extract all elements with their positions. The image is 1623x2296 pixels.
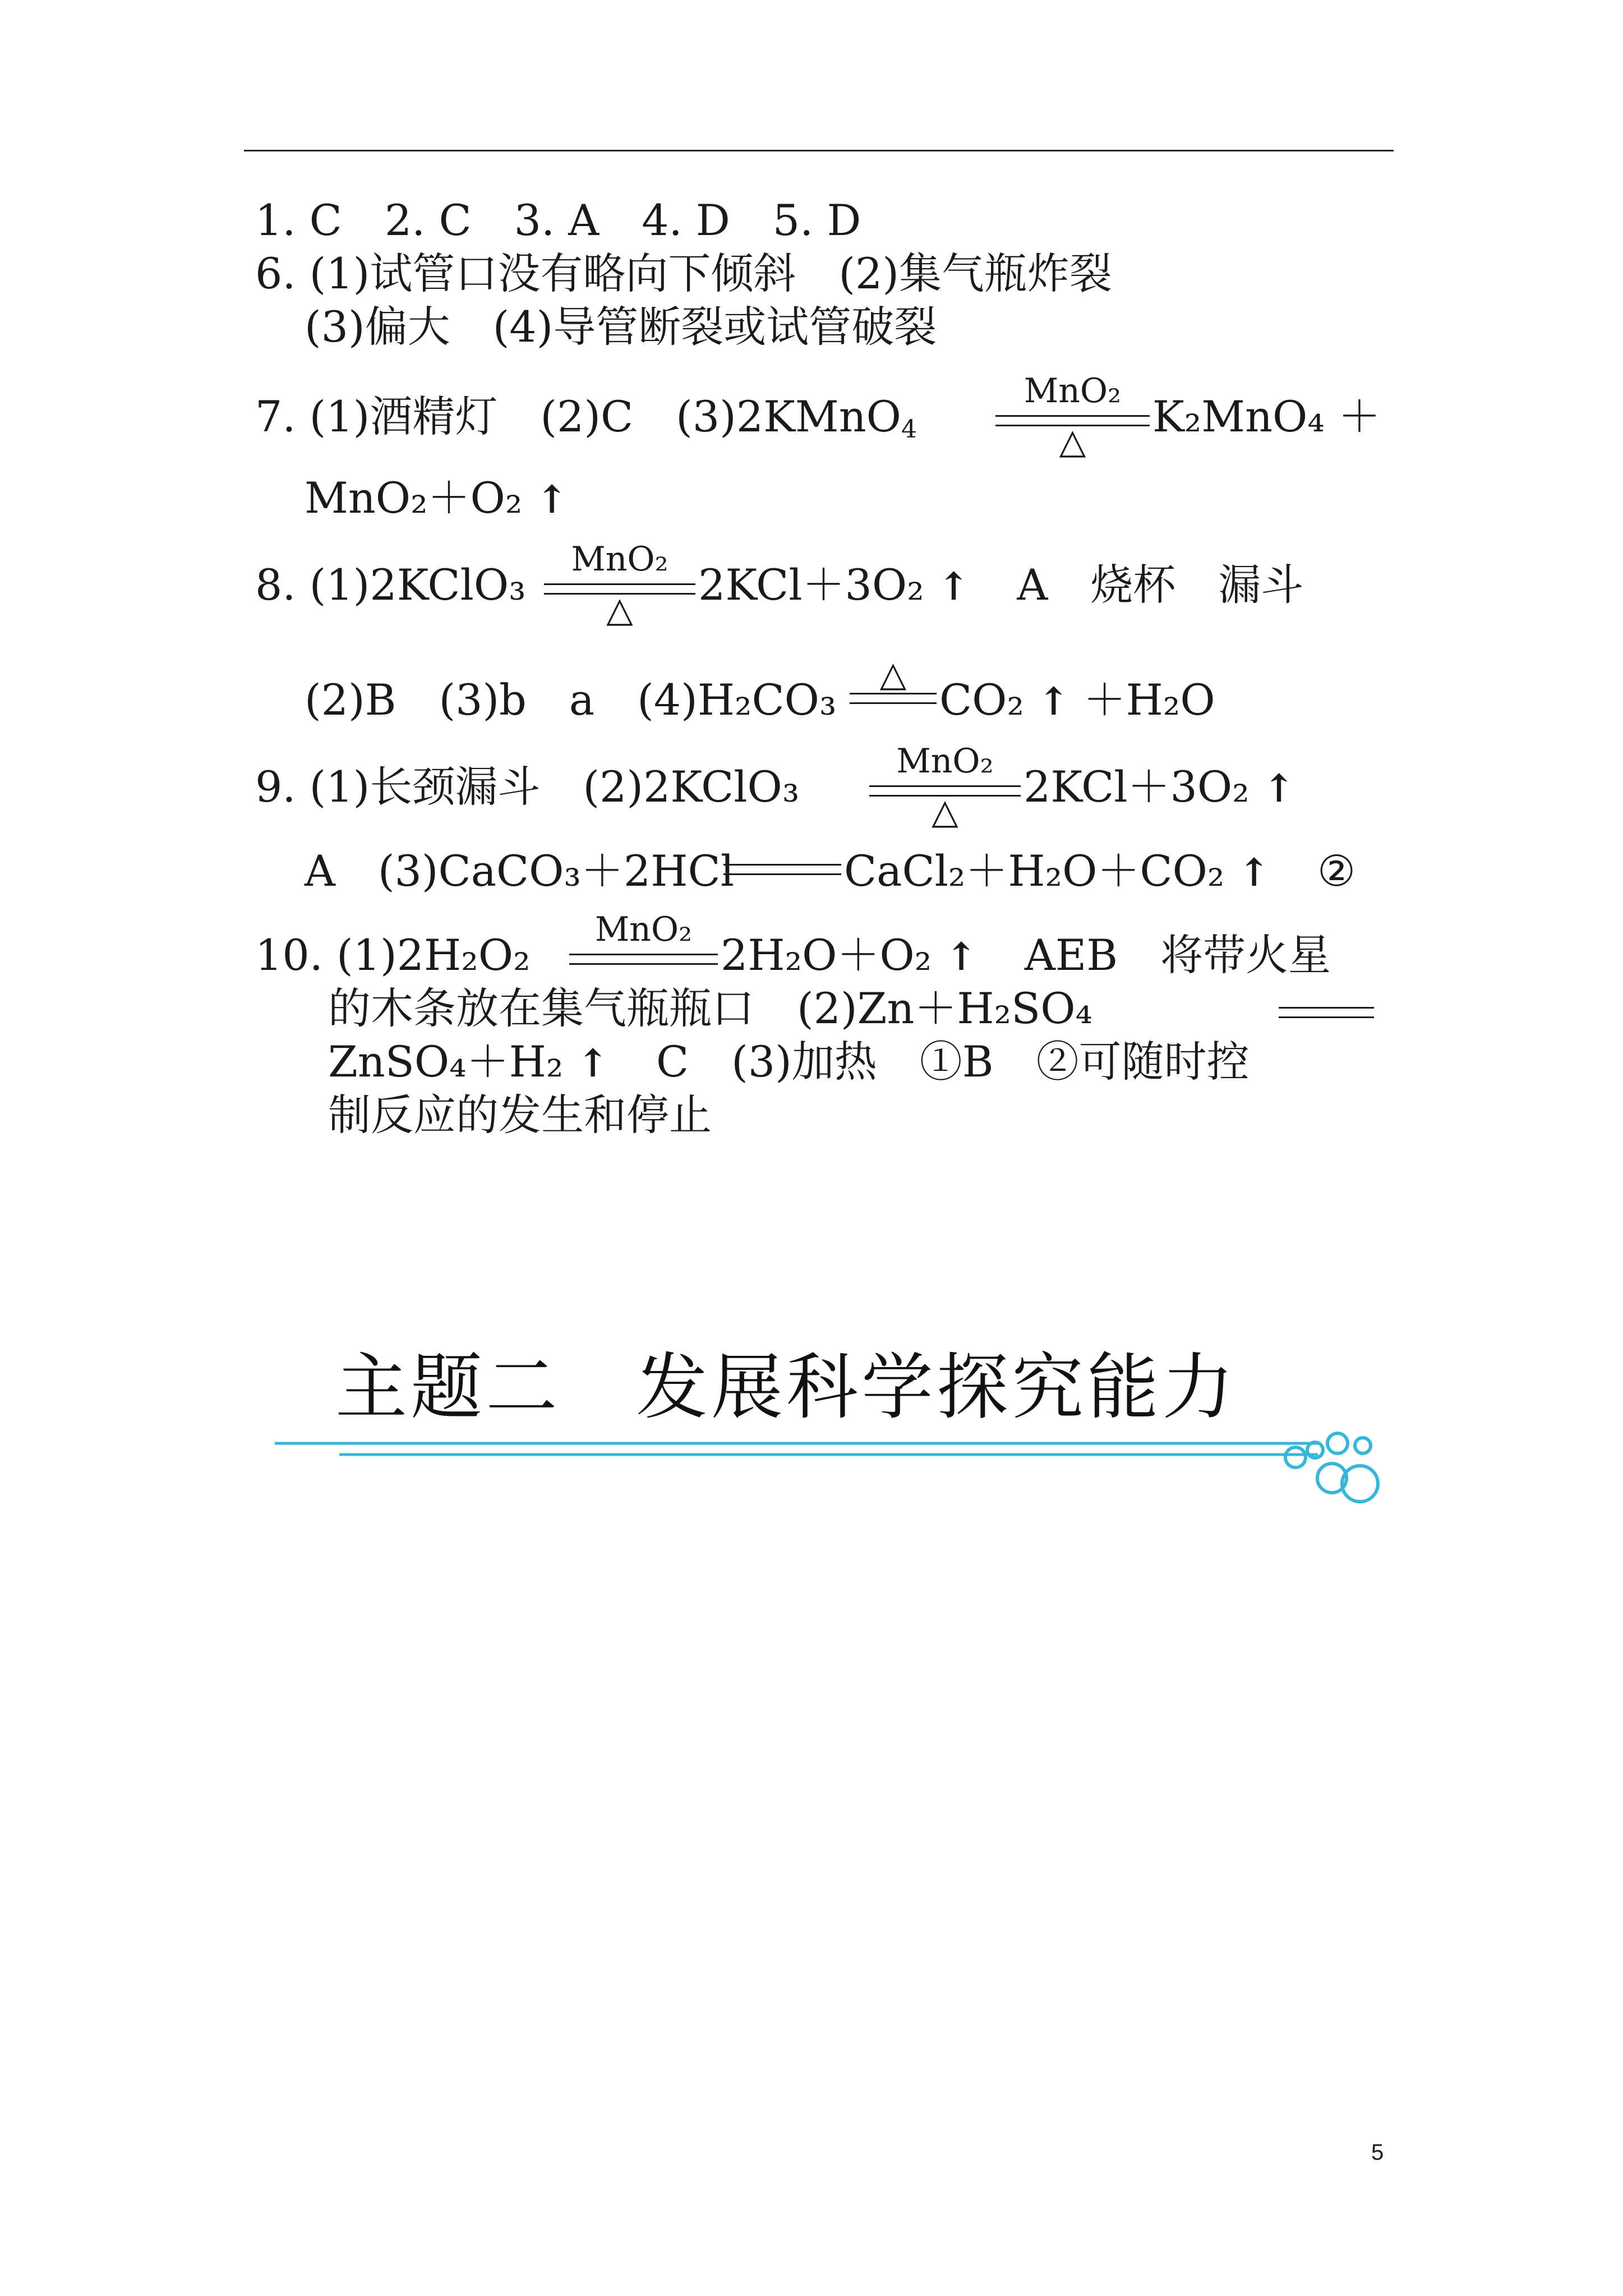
gas-arrow-icon: ↑: [1238, 850, 1270, 895]
answers-1-5: 1. C 2. C 3. A 4. D 5. D: [255, 195, 861, 245]
answer-10-line3-tail: C (3)加热 ①B ②可随时控: [656, 1037, 1249, 1087]
answer-7-prefix-sub: 4: [901, 415, 917, 444]
answer-8-after: 2KCl＋3O₂: [698, 560, 924, 610]
answer-9-products: [1023, 762, 1295, 812]
answer-9-line2-after: CaCl₂＋H₂O＋CO₂: [844, 846, 1225, 896]
answer-8-line2-prefix: (2)B (3)b a (4)H₂CO₃: [305, 675, 837, 725]
answer-10-line3: [328, 1037, 1249, 1087]
answer-9-condition-top: MnO₂: [896, 742, 994, 781]
answer-8-condition-bottom: △: [606, 589, 633, 630]
page-number: 5: [1371, 2140, 1384, 2165]
answer-10-line2: 的木条放在集气瓶瓶口 (2)Zn＋H₂SO₄: [328, 983, 1092, 1033]
answer-9-after: 2KCl＋3O₂: [1023, 762, 1249, 812]
answer-7-prefix: 7. (1)酒精灯 (2)C (3)2KMnO: [255, 392, 901, 441]
answer-10-line4: 制反应的发生和停止: [328, 1090, 712, 1140]
answer-9-condition-bottom: △: [932, 791, 958, 832]
answer-8-line2-after: CO₂: [939, 675, 1024, 725]
answer-10-products: [721, 930, 1331, 980]
answer-7-line2: [305, 473, 568, 523]
gas-arrow-icon: ↑: [1038, 679, 1070, 724]
answer-8-products: [698, 560, 1304, 610]
gas-arrow-icon: ↑: [945, 935, 978, 979]
answer-9-line2-prefix: A (3)CaCO₃＋2HCl: [305, 846, 735, 896]
gas-arrow-icon: ↑: [577, 1041, 609, 1086]
answer-8-line2-tail: ＋H₂O: [1083, 675, 1215, 725]
answer-10-after: 2H₂O＋O₂: [721, 930, 932, 980]
bubbles-decoration-icon: [275, 1422, 1385, 1512]
answer-7-condition-bottom: △: [1059, 421, 1086, 462]
answer-10-prefix: 10. (1)2H₂O₂: [255, 930, 531, 980]
answer-9-line2-tail: ②: [1317, 846, 1356, 896]
answer-8-line2-condition: △: [879, 654, 907, 694]
answer-10-line3-prefix: ZnSO₄＋H₂: [328, 1037, 564, 1087]
answer-7-line2-text: MnO₂＋O₂: [305, 473, 523, 523]
answer-8-line2-products: [939, 675, 1215, 725]
answer-8-condition-top: MnO₂: [571, 540, 668, 579]
answer-7-products: K₂MnO₄ ＋: [1152, 392, 1381, 441]
answer-10-condition-top: MnO₂: [594, 910, 693, 949]
topic-title: 主题二 发展科学探究能力: [335, 1346, 1238, 1429]
gas-arrow-icon: ↑: [536, 477, 568, 522]
answer-9-prefix: 9. (1)长颈漏斗 (2)2KClO₃: [255, 762, 800, 812]
header-rule: [244, 150, 1394, 151]
answer-8-tail: A 烧杯 漏斗: [1017, 560, 1304, 610]
answer-10-tail: AEB 将带火星: [1024, 930, 1331, 980]
answer-9-line2-products: [844, 846, 1356, 896]
gas-arrow-icon: ↑: [937, 564, 970, 609]
answer-8-prefix: 8. (1)2KClO₃: [255, 560, 526, 610]
answer-7-line1: [255, 392, 917, 444]
answer-7-condition-top: MnO₂: [1023, 371, 1122, 411]
answer-6-line2: (3)偏大 (4)导管断裂或试管破裂: [305, 302, 937, 352]
answer-6-line1: 6. (1)试管口没有略向下倾斜 (2)集气瓶炸裂: [255, 249, 1112, 298]
gas-arrow-icon: ↑: [1262, 766, 1295, 811]
